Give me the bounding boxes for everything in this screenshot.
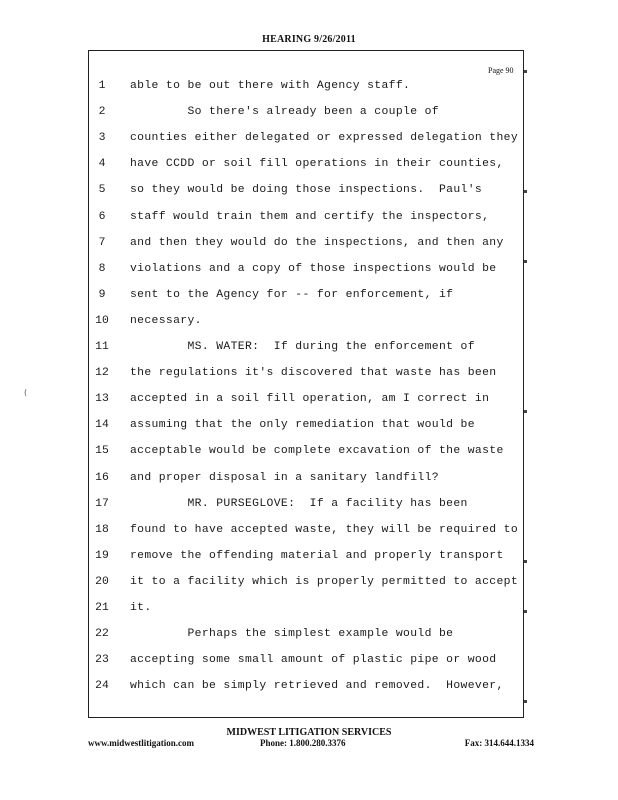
line-number: 18: [95, 523, 109, 536]
footer-company: MIDWEST LITIGATION SERVICES: [226, 727, 392, 738]
transcript-line: [0, 78, 618, 94]
line-number: 21: [95, 602, 109, 614]
line-text: necessary.: [130, 314, 202, 327]
transcript-line: [0, 339, 618, 355]
line-number: 15: [95, 445, 109, 458]
line-number: 12: [95, 367, 109, 380]
transcript-line: [0, 496, 618, 512]
line-text: counties either delegated or expressed delegation they: [130, 132, 519, 145]
line-text: able to be out there with Agency staff.: [130, 80, 411, 92]
transcript-line: [0, 626, 618, 642]
transcript-line: [0, 470, 618, 486]
line-number: 11: [95, 341, 109, 353]
line-text: sent to the Agency for -- for enforcement, if: [130, 288, 454, 301]
line-text: MS. WATER: If during the enforcement of: [130, 341, 475, 353]
transcript-line: [0, 443, 618, 459]
scan-speck: [524, 700, 527, 703]
scan-speck: [524, 260, 527, 263]
line-text: violations and a copy of those inspections would be: [130, 262, 497, 275]
line-text: so they would be doing those inspections. Paul's: [130, 184, 483, 197]
transcript-line: [0, 261, 618, 277]
scan-speck: [524, 190, 527, 193]
line-number: 19: [95, 549, 109, 562]
line-text: have CCDD or soil fill operations in their counties,: [130, 158, 504, 171]
line-number: 6: [98, 210, 106, 223]
transcript-line: [0, 313, 618, 329]
line-text: accepting some small amount of plastic pipe or wood: [130, 654, 497, 667]
line-text: accepted in a soil fill operation, am I correct in: [130, 393, 490, 406]
transcript-line: [0, 574, 618, 590]
line-number: 13: [95, 393, 109, 406]
transcript-line: [0, 104, 618, 120]
footer-phone: Phone: 1.800.280.3376: [260, 738, 346, 748]
line-number: 3: [98, 132, 106, 145]
scan-speck: [524, 70, 527, 73]
line-text: the regulations it's discovered that waste has been: [130, 367, 497, 380]
margin-mark: (: [24, 388, 28, 397]
line-text: remove the offending material and properly transport: [130, 549, 504, 562]
transcript-line: [0, 156, 618, 172]
scan-speck: [524, 410, 527, 413]
line-number: 24: [95, 680, 109, 693]
transcript-line: [0, 600, 618, 616]
line-number: 4: [98, 158, 106, 171]
line-number: 22: [95, 628, 109, 641]
transcript-line: [0, 209, 618, 225]
transcript-line: [0, 417, 618, 433]
line-number: 23: [95, 654, 109, 667]
transcript-line: [0, 522, 618, 538]
line-text: and then they would do the inspections, and then any: [130, 236, 504, 249]
line-number: 8: [98, 262, 106, 275]
line-text: which can be simply retrieved and removed. However,: [130, 680, 504, 693]
line-text: found to have accepted waste, they will be required to: [130, 523, 519, 536]
line-text: So there's already been a couple of: [130, 106, 439, 119]
page-number: Page 90: [488, 66, 514, 75]
line-number: 17: [95, 497, 109, 510]
transcript-line: [0, 678, 618, 694]
line-number: 16: [95, 471, 109, 484]
scan-speck: [524, 610, 527, 613]
transcript-frame: [88, 50, 524, 718]
page-header-title: HEARING 9/26/2011: [262, 34, 356, 45]
line-text: it to a facility which is properly permitted to accept: [130, 575, 519, 588]
line-number: 2: [98, 106, 106, 119]
line-text: MR. PURSEGLOVE: If a facility has been: [130, 497, 468, 510]
line-number: 20: [95, 575, 109, 588]
line-text: assuming that the only remediation that would be: [130, 419, 475, 432]
line-text: and proper disposal in a sanitary landfill?: [130, 471, 439, 484]
transcript-line: [0, 652, 618, 668]
footer-fax: Fax: 314.644.1334: [464, 738, 534, 748]
transcript-line: [0, 235, 618, 251]
line-number: 1: [98, 80, 106, 92]
line-text: Perhaps the simplest example would be: [130, 628, 454, 641]
line-number: 5: [98, 184, 106, 197]
line-text: staff would train them and certify the inspectors,: [130, 210, 490, 223]
footer-website: www.midwestlitigation.com: [88, 738, 194, 748]
transcript-line: [0, 287, 618, 303]
line-number: 14: [95, 419, 109, 432]
line-text: acceptable would be complete excavation of the waste: [130, 445, 504, 458]
transcript-line: [0, 365, 618, 381]
line-number: 10: [95, 314, 109, 327]
footer-contact-row: [88, 738, 534, 750]
transcript-line: [0, 391, 618, 407]
transcript-line: [0, 130, 618, 146]
line-number: 7: [98, 236, 106, 249]
line-number: 9: [98, 288, 106, 301]
scan-speck: [524, 560, 527, 563]
line-text: it.: [130, 602, 152, 614]
